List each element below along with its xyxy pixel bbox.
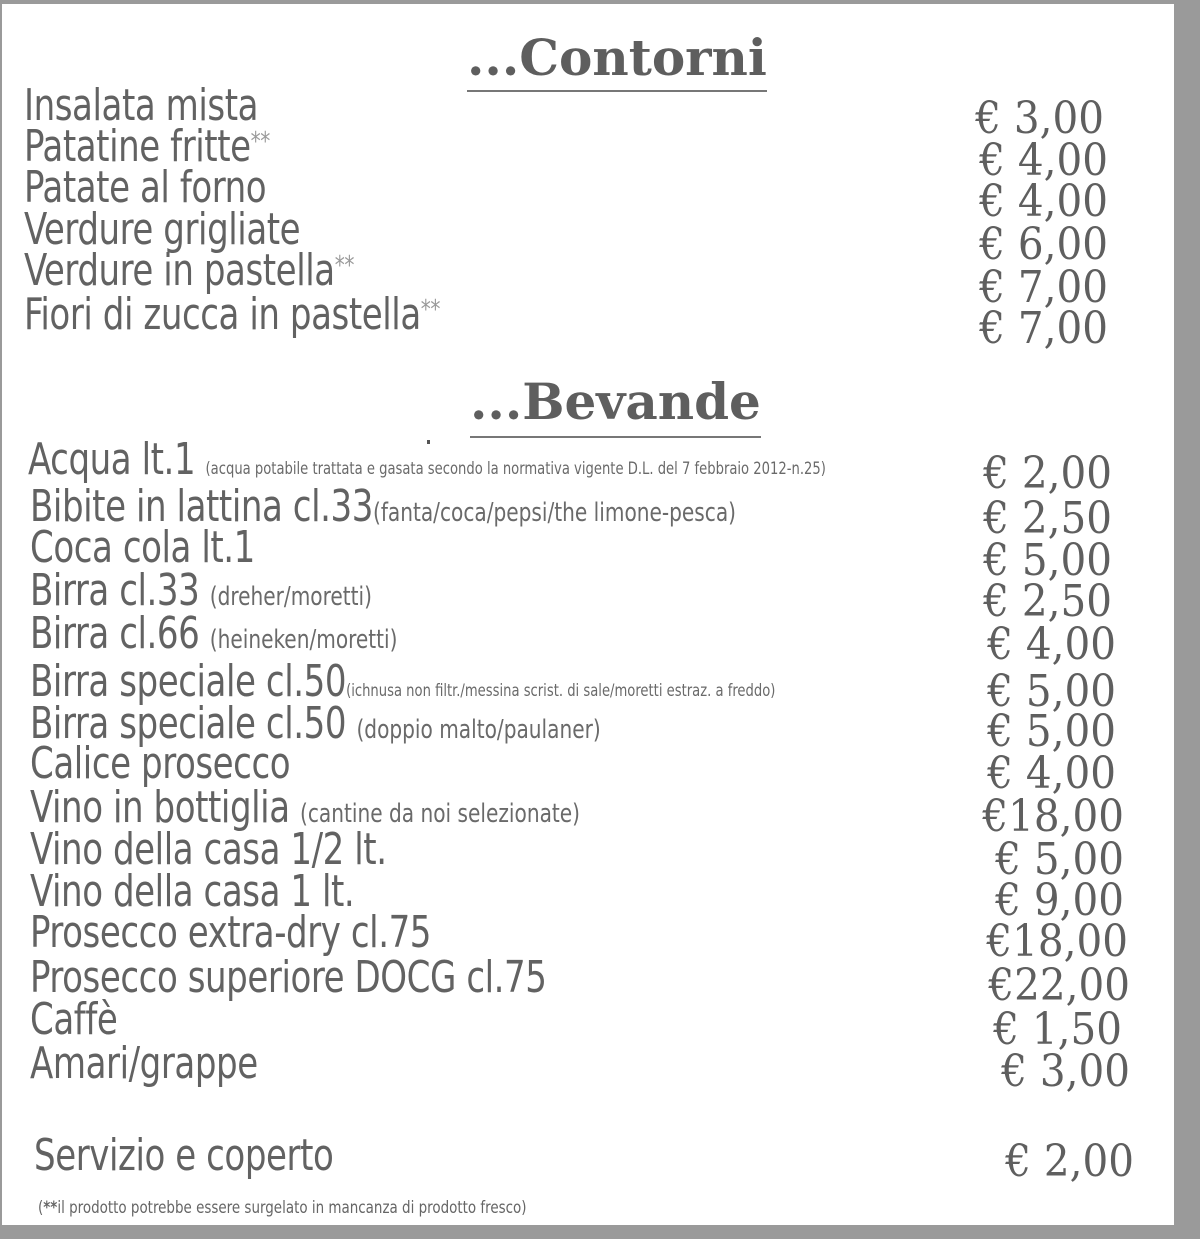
service-charge-price: € 2,00 [1005,1136,1134,1187]
bevande-item-price: € 3,00 [1001,1046,1130,1097]
contorni-item-5-stars: ** [420,295,441,325]
bevande-item-price: €22,00 [988,960,1130,1011]
bevande-item-price: € 5,00 [987,666,1116,717]
footnote-open-paren: ( [38,1198,44,1218]
contorni-item-4-name: Verdure in pastella [24,245,335,296]
bevande-item-3-name: Birra cl.33 [30,565,200,616]
bevande-item-price: € 9,00 [995,875,1124,926]
bevande-item-8-name: Vino in bottiglia [30,782,290,833]
contorni-item-price: € 7,00 [979,303,1108,354]
contorni-item-price: € 3,00 [975,93,1104,144]
bevande-item-5-note: (ichnusa non filtr./messina scrist. di sale/moretti estraz. a freddo) [346,681,776,701]
bevande-item-price: € 1,50 [993,1004,1122,1055]
bevande-item-price: € 5,00 [987,706,1116,757]
bevande-item-1-name: Bibite in lattina cl.33 [30,481,373,532]
bevande-item-9-name: Vino della casa 1/2 lt. [30,824,387,875]
contorni-title-text: ...Contorni [467,28,767,87]
bevande-item-12-name: Prosecco superiore DOCG cl.75 [30,952,547,1003]
contorni-item-1-name: Patatine fritte [24,121,251,172]
bevande-item-4-note: (heineken/moretti) [209,625,398,655]
bevande-item-3-note: (dreher/moretti) [209,582,372,612]
bevande-item-price: €18,00 [982,791,1124,842]
bevande-item-5-name: Birra speciale cl.50 [30,656,347,707]
contorni-title [467,30,767,86]
bevande-item-price: € 5,00 [995,834,1124,885]
bevande-item-name [30,608,397,659]
bevande-item-11-name: Prosecco extra-dry cl.75 [30,907,432,958]
bevande-item-10-name: Vino della casa 1 lt. [30,866,355,917]
bevande-item-7-name: Calice prosecco [30,738,291,789]
bevande-item-name [28,434,826,485]
bevande-item-price: €18,00 [986,916,1128,967]
bevande-item-price: € 4,00 [987,619,1116,670]
bevande-item-8-note: (cantine da noi selezionate) [300,799,581,829]
bevande-item-price: € 4,00 [987,748,1116,799]
footnote-text: il prodotto potrebbe essere surgelato in mancanza di prodotto fresco) [57,1198,527,1218]
bevande-item-4-name: Birra cl.66 [30,608,200,659]
service-charge-name: Servizio e coperto [34,1130,334,1181]
contorni-item-price: € 6,00 [979,219,1108,270]
bevande-title [470,374,761,430]
contorni-item-0-name: Insalata mista [24,80,259,131]
bevande-item-price: € 2,50 [983,576,1112,627]
bevande-item-0-name: Acqua lt.1 [28,434,196,485]
contorni-item-2-name: Patate al forno [24,162,267,213]
bevande-item-price: € 5,00 [983,535,1112,586]
footnote-stars: ** [43,1198,58,1218]
contorni-item-3-name: Verdure grigliate [24,204,301,255]
bevande-item-name [30,907,431,958]
contorni-title-underline [467,90,767,92]
bevande-item-name [30,1038,258,1089]
contorni-item-5-name: Fiori di zucca in pastella [24,289,421,340]
bevande-item-6-name: Birra speciale cl.50 [30,698,347,749]
bevande-item-0-note: (acqua potabile trattata e gasata secondo la normativa vigente D.L. del 7 febbraio 2012-n.25) [205,459,826,479]
bevande-item-2-name: Coca cola lt.1 [30,522,255,573]
contorni-item-4-stars: ** [334,251,354,281]
contorni-item-1-stars: ** [250,127,270,157]
contorni-item-price: € 4,00 [979,176,1108,227]
contorni-item-name [24,289,440,340]
bevande-item-price: € 2,50 [983,493,1112,544]
bevande-item-1-note: (fanta/coca/pepsi/the limone-pesca) [372,498,737,528]
footnote [38,1198,527,1218]
contorni-item-price: € 7,00 [979,262,1108,313]
bevande-item-price: € 2,00 [983,448,1112,499]
bevande-item-13-name: Caffè [30,994,118,1045]
bevande-item-14-name: Amari/grappe [30,1038,258,1089]
bevande-title-text: ...Bevande [470,372,761,431]
bevande-item-6-note: (doppio malto/paulaner) [356,715,601,745]
contorni-item-price: € 4,00 [979,135,1108,186]
